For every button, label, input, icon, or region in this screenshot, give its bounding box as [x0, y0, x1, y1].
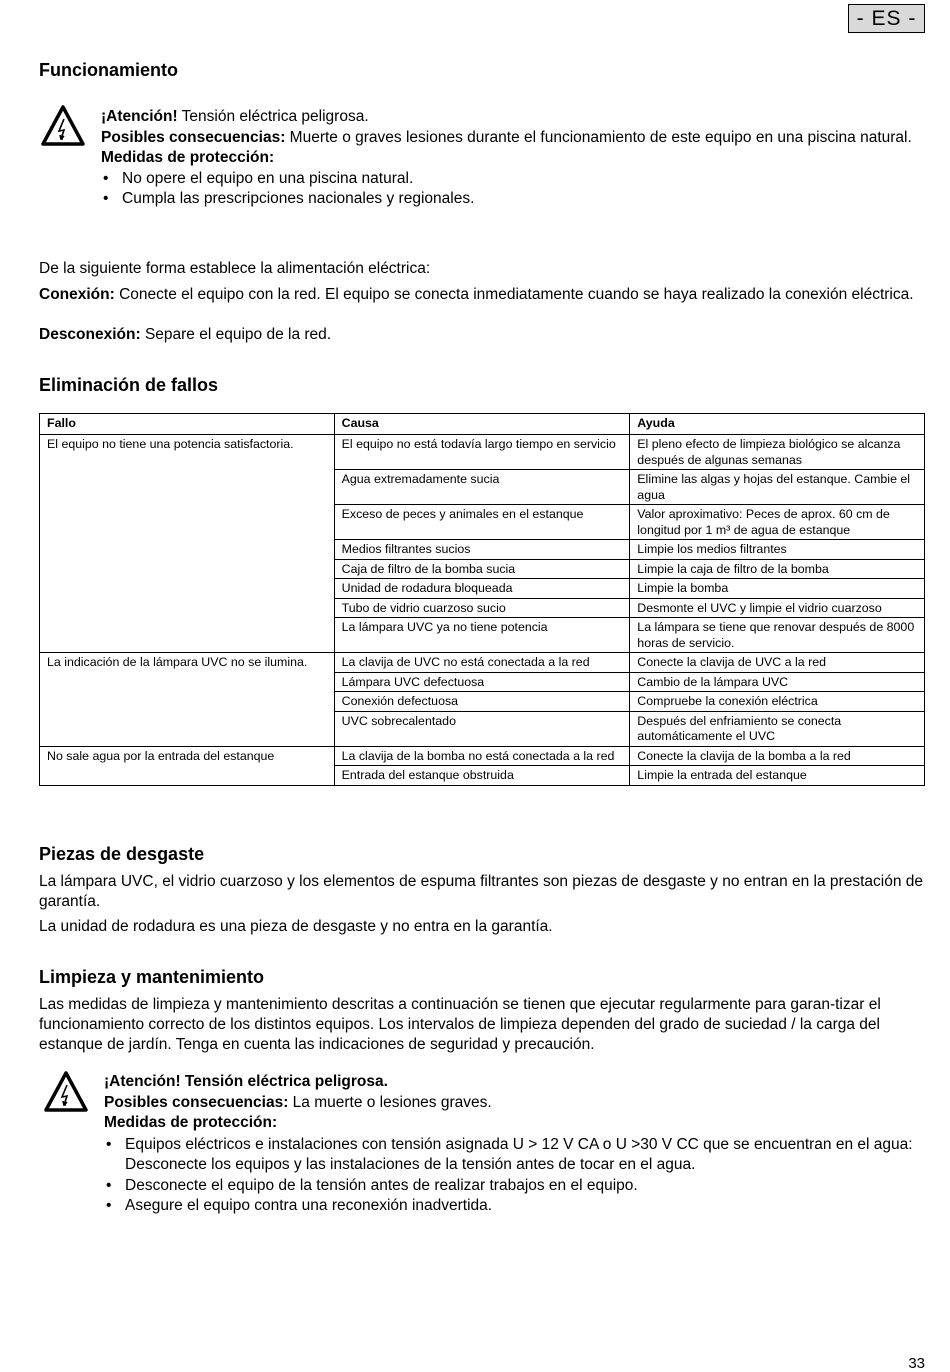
- measure-item: • No opere el equipo en una piscina natural.: [101, 169, 925, 190]
- disconnection-text: [39, 325, 925, 345]
- cleaning-paragraph: Las medidas de limpieza y mantenimiento descritas a continuación se tienen que ejecutar regularmente para garan-tizar el funcionamiento correcto de los distintos equipos. Los intervalos de limpieza dependen del grado de suciedad / la carga del estanque de jardín. Tenga en cuenta las indicaciones de seguridad y precaución.: [39, 996, 881, 1053]
- measure-item: • Equipos eléctricos e instalaciones con tensión asignada U > 12 V CA o U >30 V CC que se encuentran en el agua: Desconecte los equipos y las instalaciones de la tensión antes de tocar en el agua.: [104, 1135, 925, 1176]
- fallo-cell: La indicación de la lámpara UVC no se ilumina.: [40, 653, 335, 747]
- causa-cell: Conexión defectuosa: [334, 692, 630, 712]
- consequences-text: La muerte o lesiones graves.: [288, 1093, 492, 1111]
- causa-cell: Agua extremadamente sucia: [334, 470, 630, 505]
- disconnection-label: Desconexión:: [39, 326, 141, 343]
- ayuda-cell: Desmonte el UVC y limpie el vidrio cuarzoso: [630, 598, 925, 618]
- causa-cell: Exceso de peces y animales en el estanque: [334, 505, 630, 540]
- causa-cell: El equipo no está todavía largo tiempo en servicio: [334, 435, 630, 470]
- consequences-text: Muerte o graves lesiones durante el funcionamiento de este equipo en una piscina natural.: [285, 128, 912, 146]
- header-ayuda: Ayuda: [630, 414, 925, 435]
- fallo-cell: No sale agua por la entrada del estanque: [40, 746, 335, 785]
- table-header-row: [40, 414, 925, 435]
- ayuda-cell: Después del enfriamiento se conecta automáticamente el UVC: [630, 711, 925, 746]
- measures-label: Medidas de protección:: [104, 1114, 278, 1131]
- measures-label: Medidas de protección:: [101, 149, 275, 166]
- warning-operation: [101, 107, 925, 210]
- causa-cell: Lámpara UVC defectuosa: [334, 672, 630, 692]
- ayuda-cell: Cambio de la lámpara UVC: [630, 672, 925, 692]
- ayuda-cell: Limpie la caja de filtro de la bomba: [630, 559, 925, 579]
- electric-hazard-icon: [43, 1070, 89, 1114]
- disconnection-body: Separe el equipo de la red.: [140, 326, 332, 343]
- ayuda-cell: El pleno efecto de limpieza biológico se alcanza después de algunas semanas: [630, 435, 925, 470]
- warning-cleaning: [104, 1072, 925, 1217]
- connection-label: Conexión:: [39, 286, 115, 303]
- electric-hazard-icon: [40, 104, 86, 148]
- wear-parts-paragraph-1: La lámpara UVC, el vidrio cuarzoso y los elementos de espuma filtrantes son piezas de desgaste y no entran en la prestación de garantía.: [39, 873, 923, 910]
- section-title-limpieza: Limpieza y mantenimiento: [39, 967, 265, 987]
- causa-cell: Caja de filtro de la bomba sucia: [334, 559, 630, 579]
- power-intro: De la siguiente forma establece la alimentación eléctrica:: [39, 260, 431, 277]
- wear-parts-paragraph-2: La unidad de rodadura es una pieza de desgaste y no entra en la garantía.: [39, 918, 553, 935]
- ayuda-cell: Elimine las algas y hojas del estanque. Cambie el agua: [630, 470, 925, 505]
- section-title-funcionamiento: Funcionamiento: [39, 60, 178, 80]
- page-number: 33: [908, 1355, 925, 1372]
- fallo-cell: El equipo no tiene una potencia satisfactoria.: [40, 435, 335, 653]
- section-title-eliminacion: Eliminación de fallos: [39, 375, 219, 395]
- consequences-label: Posibles consecuencias:: [101, 128, 286, 146]
- measure-item: • Cumpla las prescripciones nacionales y regionales.: [101, 189, 925, 210]
- connection-text: [39, 285, 925, 305]
- measure-item: • Asegure el equipo contra una reconexión inadvertida.: [104, 1196, 925, 1217]
- connection-body: Conecte el equipo con la red. El equipo se conecta inmediatamente cuando se haya realizado la conexión eléctrica.: [114, 286, 914, 303]
- ayuda-cell: La lámpara se tiene que renovar después de 8000 horas de servicio.: [630, 618, 925, 653]
- header-causa: Causa: [334, 414, 630, 435]
- causa-cell: Tubo de vidrio cuarzoso sucio: [334, 598, 630, 618]
- ayuda-cell: Conecte la clavija de la bomba a la red: [630, 746, 925, 766]
- causa-cell: La clavija de UVC no está conectada a la red: [334, 653, 630, 673]
- ayuda-cell: Conecte la clavija de UVC a la red: [630, 653, 925, 673]
- table-row: [40, 746, 925, 766]
- attention-text: Tensión eléctrica peligrosa.: [177, 108, 369, 125]
- troubleshooting-table: [39, 413, 925, 786]
- measure-item: • Desconecte el equipo de la tensión antes de realizar trabajos en el equipo.: [104, 1176, 925, 1197]
- ayuda-cell: Compruebe la conexión eléctrica: [630, 692, 925, 712]
- ayuda-cell: Limpie la entrada del estanque: [630, 766, 925, 786]
- causa-cell: La clavija de la bomba no está conectada a la red: [334, 746, 630, 766]
- section-title-piezas: Piezas de desgaste: [39, 844, 205, 864]
- causa-cell: Unidad de rodadura bloqueada: [334, 579, 630, 599]
- language-badge: - ES -: [848, 4, 925, 33]
- causa-cell: UVC sobrecalentado: [334, 711, 630, 746]
- attention-heading: ¡Atención! Tensión eléctrica peligrosa.: [104, 1073, 388, 1090]
- causa-cell: Entrada del estanque obstruida: [334, 766, 630, 786]
- table-row: [40, 435, 925, 470]
- header-fallo: Fallo: [40, 414, 335, 435]
- attention-label: ¡Atención!: [101, 108, 178, 125]
- table-row: [40, 653, 925, 673]
- causa-cell: La lámpara UVC ya no tiene potencia: [334, 618, 630, 653]
- consequences-label: Posibles consecuencias:: [104, 1093, 289, 1111]
- ayuda-cell: Limpie la bomba: [630, 579, 925, 599]
- ayuda-cell: Limpie los medios filtrantes: [630, 540, 925, 560]
- causa-cell: Medios filtrantes sucios: [334, 540, 630, 560]
- ayuda-cell: Valor aproximativo: Peces de aprox. 60 cm de longitud por 1 m³ de agua de estanque: [630, 505, 925, 540]
